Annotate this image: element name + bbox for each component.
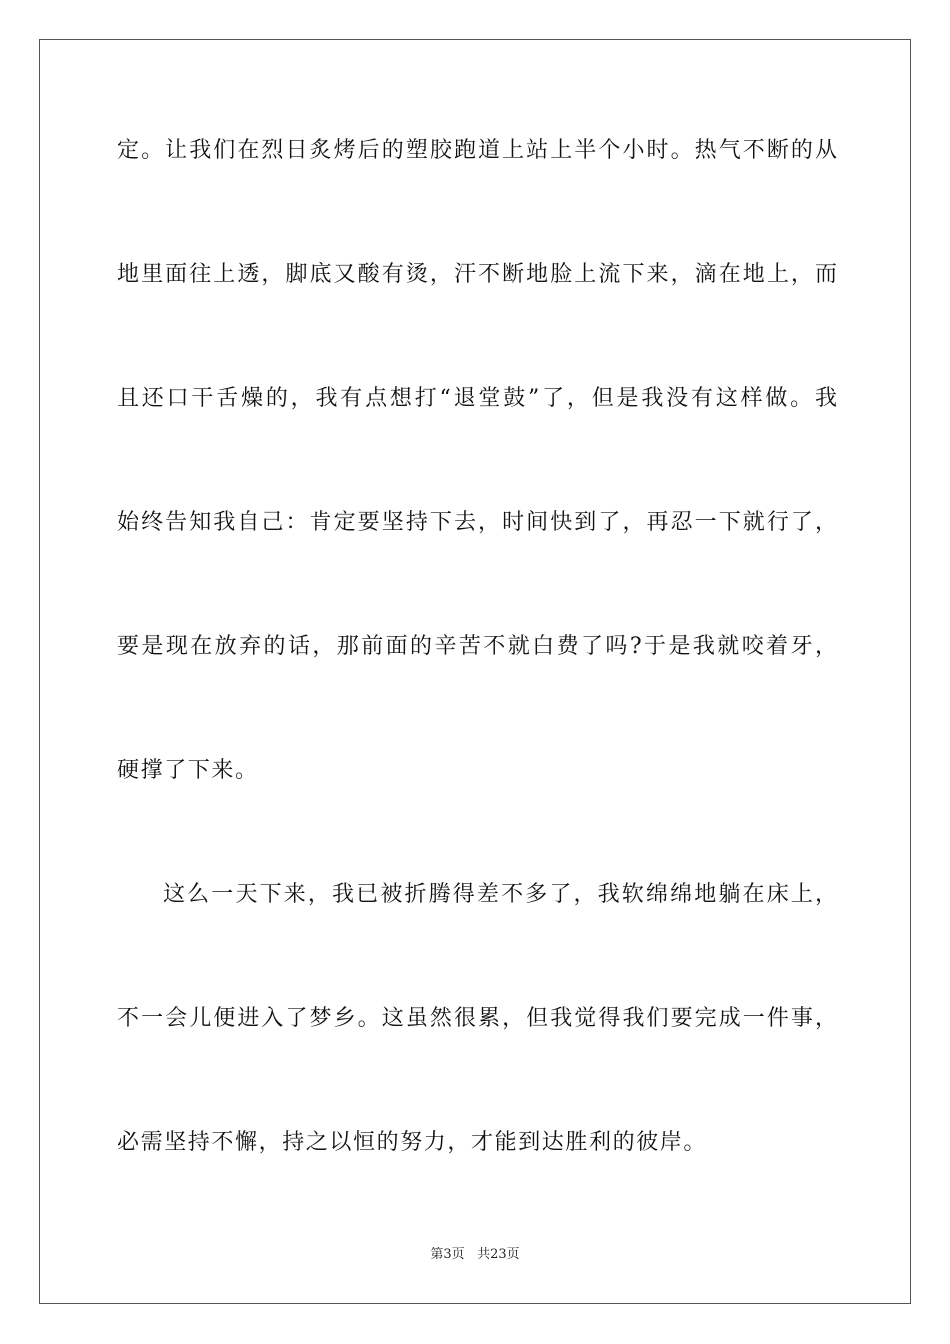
text-line: 要是现在放弃的话，那前面的辛苦不就白费了吗?于是我就咬着牙， [117, 634, 837, 659]
page-total: 共23页 [477, 1247, 520, 1262]
page-number: 第3页 [430, 1247, 465, 1262]
page-footer [0, 1246, 950, 1264]
paragraph-first-line: 这么一天下来，我已被折腾得差不多了，我软绵绵地躺在床上， [163, 882, 837, 907]
text-line: 始终告知我自己：肯定要坚持下去，时间快到了，再忍一下就行了， [117, 510, 837, 535]
text-line: 不一会儿便进入了梦乡。这虽然很累，但我觉得我们要完成一件事， [117, 1006, 837, 1031]
text-line: 必需坚持不懈，持之以恒的努力，才能到达胜利的彼岸。 [117, 1130, 708, 1155]
footer-gap [465, 1247, 477, 1262]
page-frame [39, 39, 911, 1304]
text-line: 且还口干舌燥的，我有点想打“退堂鼓”了，但是我没有这样做。我 [117, 386, 837, 411]
text-line: 定。让我们在烈日炙烤后的塑胶跑道上站上半个小时。热气不断的从 [117, 138, 837, 163]
text-line: 硬撑了下来。 [117, 758, 259, 783]
text-line: 地里面往上透，脚底又酸有烫，汗不断地脸上流下来，滴在地上，而 [117, 262, 837, 287]
